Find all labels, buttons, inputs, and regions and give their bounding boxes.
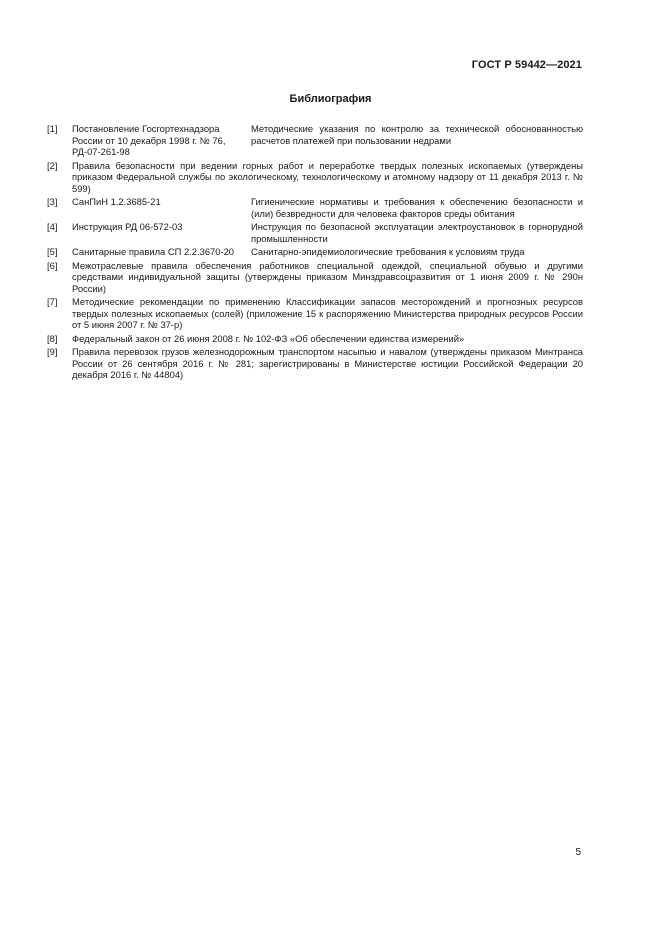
entry-number: [3] (47, 196, 58, 208)
page-number: 5 (575, 847, 581, 858)
bibliography-entry (47, 123, 583, 158)
entry-number: [9] (47, 346, 58, 358)
entry-description: Санитарно-эпидемиологические требования к условиям труда (251, 246, 525, 258)
bibliography-entry (47, 346, 583, 381)
entry-number: [5] (47, 246, 58, 258)
entry-number: [6] (47, 259, 58, 271)
bibliography-entry (47, 196, 583, 219)
entry-text: Межотраслевые правила обеспечения работников специальной одеждой, специальной обувью и другими средствами индивидуальной защиты (утверждены приказом Минздравсоцразвития от 1 июня 2009 г. № 290н России) (72, 259, 583, 294)
entry-description: Гигиенические нормативы и требования к обеспечению безопасности и (или) безвредности для человека факторов среды обитания (251, 196, 583, 219)
bibliography-entry (47, 260, 583, 295)
entry-text: Правила перевозок грузов железнодорожным транспортом насыпью и навалом (утверждены приказом Минтранса России от 26 сентября 2016 г. № 281; зарегистрированы в Министерстве юстиции Российской Федерации 20 декабря 2016 г. № 44804) (72, 346, 583, 381)
bibliography-entry (47, 246, 583, 258)
entry-number: [7] (47, 296, 58, 308)
entry-text: Методические рекомендации по применению Классификации запасов месторождений и прогнозных ресурсов твердых полезных ископаемых (солей) (приложение 15 к распоряжению Министерства природных ресурсов России от 5 июня 2007 г. № 37-р) (72, 296, 583, 331)
bibliography-entry (47, 333, 583, 345)
entry-number: [8] (47, 332, 58, 344)
entry-number: [1] (47, 123, 58, 134)
entry-document: Инструкция РД 06-572-03 (72, 221, 183, 233)
bibliography-entry (47, 296, 583, 331)
entry-text: Правила безопасности при ведении горных работ и переработке твердых полезных ископаемых (утверждены приказом Федеральной службы по экологическому, технологическому и атомному надзору от 11 декабря 2013 г. № 599) (72, 159, 583, 194)
entry-document: Постановление Госгортехнадзора России от 10 декабря 1998 г. № 76, РД-07-261-98 (72, 123, 226, 158)
document-code: ГОСТ Р 59442—2021 (471, 59, 582, 71)
entry-number: [4] (47, 221, 58, 233)
bibliography-list (47, 123, 583, 383)
entry-document: Санитарные правила СП 2.2.3670-20 (72, 246, 235, 258)
entry-text: Федеральный закон от 26 июня 2008 г. № 102-ФЗ «Об обеспечении единства измерений» (72, 332, 465, 344)
entry-document: СанПиН 1.2.3685-21 (72, 196, 161, 208)
entry-number: [2] (47, 159, 58, 171)
entry-description: Инструкция по безопасной эксплуатации электроустановок в горнорудной промышленности (251, 221, 583, 244)
bibliography-entry (47, 160, 583, 195)
bibliography-entry (47, 221, 583, 244)
entry-description: Методические указания по контролю за технической обоснованностью расчетов платежей при пользовании недрами (251, 123, 583, 146)
section-title: Библиография (289, 93, 372, 105)
